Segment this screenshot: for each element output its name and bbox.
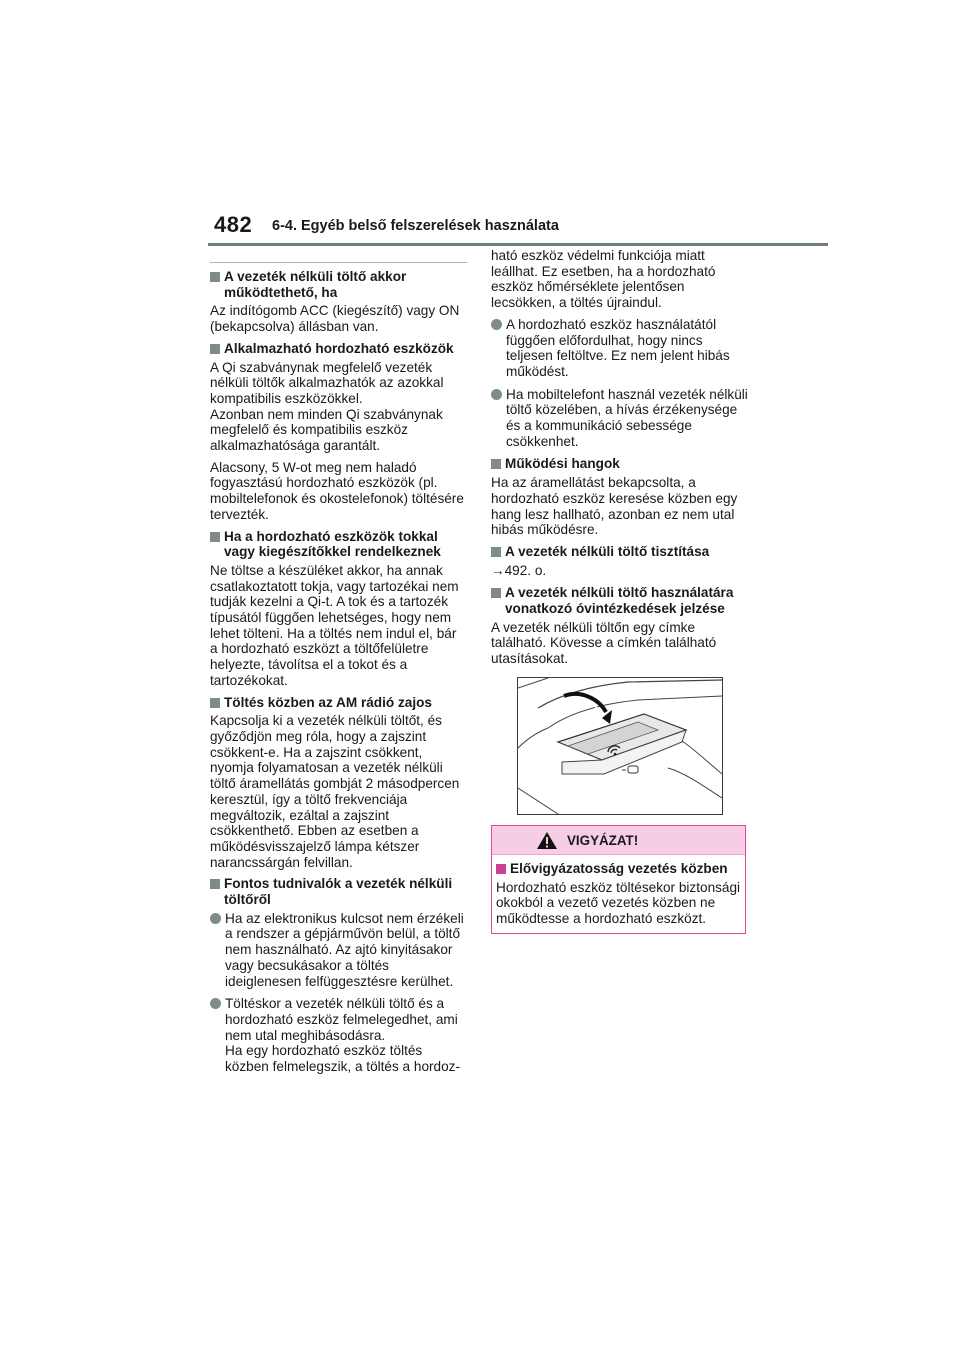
paragraph-continued: ható eszköz védelmi funkciója miatt leállhat. Ez esetben, ha a hordozható eszköz hőmérséklete jelentősen lecsökken, a töltés újraindul.: [491, 248, 716, 311]
paragraph-qi-standard: A Qi szabványnak megfelelő vezeték nélküli töltők alkalmazhatók az azokkal kompatibilis eszközökkel. Azonban nem minden Qi szabványnak megfelelő és kompatibilis eszköz alkalmazhatósága garantált.: [210, 359, 444, 454]
column-top-rule: [210, 262, 467, 263]
round-bullet-icon: [210, 913, 221, 924]
warning-text: Hordozható eszköz töltésekor biztonsági okokból a vezető vezetés közben ne működtesse a hordozható eszközt.: [496, 879, 741, 926]
heading-cases-accessories: Ha a hordozható eszközök tokkal vagy kiegészítőkkel rendelkeznek: [210, 529, 467, 560]
paragraph: Ha az áramellátást bekapcsolta, a hordozható eszköz keresése közben egy hang lesz hallható, azonban ez nem utal hibás működésre.: [491, 475, 738, 538]
paragraph: Kapcsolja ki a vezeték nélküli töltőt, és győződjön meg róla, hogy a zajszint csökkent-e. Ha a zajszint csökkent, nyomja folyamatosan a vezeték nélküli töltő áramellátás gombját 2 másodpercen keresztül, így a töltő frekvenciája megváltozik, ezáltal a zajszint csökkenthető. Ebben az esetben a működésvisszajelző lámpa kétszer narancssárgán felvillan.: [210, 713, 460, 870]
square-bullet-icon: [491, 547, 501, 557]
charger-illustration: [517, 677, 723, 815]
heading-applicable-devices: Alkalmazható hordozható eszközök: [210, 341, 467, 357]
paragraph: Ne töltse a készüléket akkor, ha annak csatlakoztatott tokja, vagy tartozékai nem tudják kezelni a Qi-t. A tok és a tartozék típusától függően lehetséges, hogy nem lehet tölteni. Ha a töltés nem indul el, bár a hordozható eszközt a töltőfelületre helyezte, távolítsa el a tokot és a tartozékokat.: [210, 562, 459, 688]
bullet-item-heating: Töltéskor a vezeték nélküli töltő és a hordozható eszköz felmelegedhet, ami nem utal meghibásodásra. Ha egy hordozható eszköz töltés közben felmelegszik, a töltés a hordoz-: [210, 996, 467, 1075]
page-reference-link[interactable]: →492. o.: [491, 562, 547, 578]
heading-precaution-label: A vezeték nélküli töltő használatára vonatkozó óvintézkedések jelzése: [491, 585, 748, 616]
warning-header: [492, 826, 745, 855]
square-bullet-icon: [210, 272, 220, 282]
round-bullet-icon: [491, 389, 502, 400]
heading-cleaning: A vezeték nélküli töltő tisztítása: [491, 544, 748, 560]
square-bullet-icon: [210, 532, 220, 542]
heading-am-radio-noise: Töltés közben az AM rádió zajos: [210, 695, 467, 711]
square-bullet-icon: [491, 588, 501, 598]
bullet-item: Ha mobiltelefont használ vezeték nélküli töltő közelében, a hívás érzékenysége és a kommunikáció sebessége csökkenhet.: [491, 387, 748, 450]
square-bullet-icon: [210, 344, 220, 354]
round-bullet-icon: [491, 319, 502, 330]
warning-box: [491, 825, 746, 934]
page-number: 482: [214, 212, 253, 237]
section-title: 6-4. Egyéb belső felszerelések használata: [272, 218, 559, 234]
square-bullet-icon: [210, 879, 220, 889]
round-bullet-icon: [210, 998, 221, 1009]
warning-triangle-icon: [536, 831, 558, 850]
header-rule: [208, 243, 828, 246]
warning-title: VIGYÁZAT!: [567, 832, 639, 848]
warning-heading: Elővigyázatosság vezetés közben: [496, 861, 741, 877]
left-column: [210, 262, 467, 1082]
right-column: [491, 248, 748, 934]
paragraph: Az indítógomb ACC (kiegészítő) vagy ON (bekapcsolva) állásban van.: [210, 303, 460, 335]
warning-body: [492, 855, 745, 933]
bullet-item: Ha az elektronikus kulcsot nem érzékeli a rendszer a gépjárművön belül, a töltő nem használható. Az ajtó kinyitásakor vagy becsukásakor a töltés ideiglenesen felfüggesztésre kerülhet.: [210, 911, 467, 990]
square-bullet-icon: [496, 864, 506, 874]
heading-operable-when: A vezeték nélküli töltő akkor működtethető, ha: [210, 269, 467, 300]
heading-operating-sounds: Működési hangok: [491, 456, 748, 472]
heading-important-info: Fontos tudnivalók a vezeték nélküli töltőről: [210, 876, 467, 907]
square-bullet-icon: [210, 698, 220, 708]
paragraph: A vezeték nélküli töltőn egy címke található. Kövesse a címkén található utasításokat.: [491, 619, 717, 667]
bullet-item: A hordozható eszköz használatától függően előfordulhat, hogy nincs teljesen feltöltve. Ez nem jelent hibás működést.: [491, 317, 748, 380]
paragraph: Alacsony, 5 W-ot meg nem haladó fogyasztású hordozható eszközök (pl. mobiltelefonok és okostelefonok) töltésére tervezték.: [210, 459, 464, 522]
square-bullet-icon: [491, 459, 501, 469]
